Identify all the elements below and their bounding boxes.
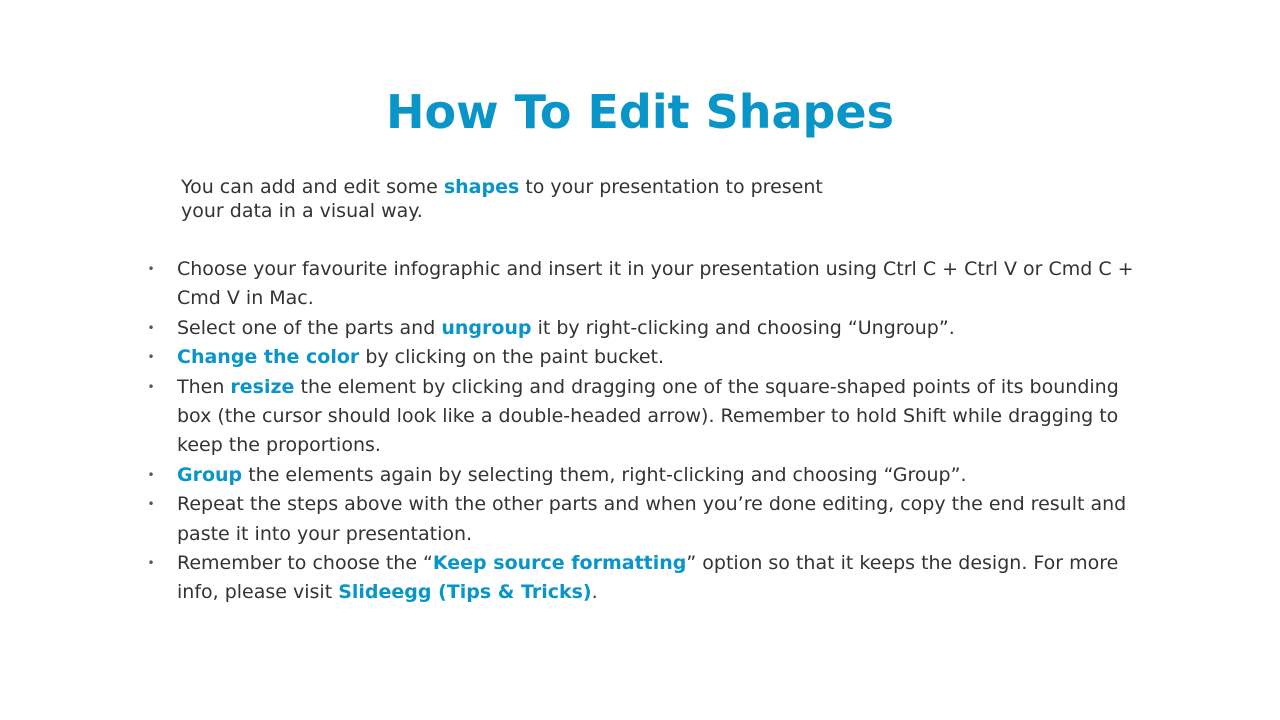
intro-text-after: to your presentation to present your data in a visual way.: [181, 176, 823, 222]
step-highlight-resize: resize: [230, 375, 295, 398]
list-item: [145, 549, 1145, 608]
step-text-end: .: [591, 581, 598, 604]
step-text-post: the elements again by selecting them, right-clicking and choosing “Group”.: [242, 463, 967, 486]
slide-title: How To Edit Shapes: [385, 85, 895, 139]
step-text-pre: Remember to choose the “: [177, 552, 433, 575]
step-text-post: the element by clicking and dragging one of the square-shaped points of its bounding box (the cursor should look like a double-headed arrow). Remember to hold Shift while dragging to keep the proportions.: [177, 375, 1119, 457]
bullet-icon: •: [147, 497, 155, 512]
list-item: [145, 373, 1145, 461]
list-item: [145, 255, 1145, 314]
intro-highlight-shapes: shapes: [443, 176, 520, 198]
step-highlight-change-color: Change the color: [177, 346, 360, 369]
step-highlight-ungroup: ungroup: [441, 316, 532, 339]
step-text: [177, 490, 1145, 549]
step-text: [177, 255, 1145, 314]
slideegg-tips-link[interactable]: Slideegg (Tips & Tricks): [338, 581, 592, 604]
steps-list: [145, 255, 1145, 608]
bullet-icon: •: [147, 350, 155, 365]
step-text-pre: Select one of the parts and: [177, 316, 442, 339]
intro-paragraph: [181, 175, 831, 223]
step-text: [177, 343, 1145, 372]
step-text-post: it by right-clicking and choosing “Ungroup”.: [531, 316, 955, 339]
bullet-icon: •: [147, 467, 155, 482]
step-text: [177, 549, 1145, 608]
bullet-icon: •: [147, 262, 155, 276]
bullet-icon: •: [147, 320, 155, 335]
step-highlight-group: Group: [177, 463, 243, 486]
step-text: [177, 373, 1145, 461]
step-text: [177, 461, 1145, 490]
bullet-icon: •: [147, 379, 155, 394]
list-item: [145, 461, 1145, 490]
step-text: [177, 314, 1145, 343]
intro-text-before: You can add and edit some: [181, 176, 444, 198]
step-text-post: ” option so that it keeps the design. For more info, please visit: [177, 552, 1119, 604]
list-item: [145, 343, 1145, 372]
step-text-pre: Repeat the steps above with the other parts and when you’re done editing, copy the end result and paste it into your presentation.: [177, 493, 1127, 545]
step-text-post: by clicking on the paint bucket.: [359, 346, 665, 369]
step-highlight-keep-source-formatting: Keep source formatting: [432, 552, 687, 575]
step-text-pre: Choose your favourite infographic and insert it in your presentation using Ctrl C + Ctrl V or Cmd C + Cmd V in Mac.: [177, 258, 1134, 310]
list-item: [145, 490, 1145, 549]
bullet-icon: •: [147, 556, 155, 571]
list-item: [145, 314, 1145, 343]
step-text-pre: Then: [177, 375, 231, 398]
